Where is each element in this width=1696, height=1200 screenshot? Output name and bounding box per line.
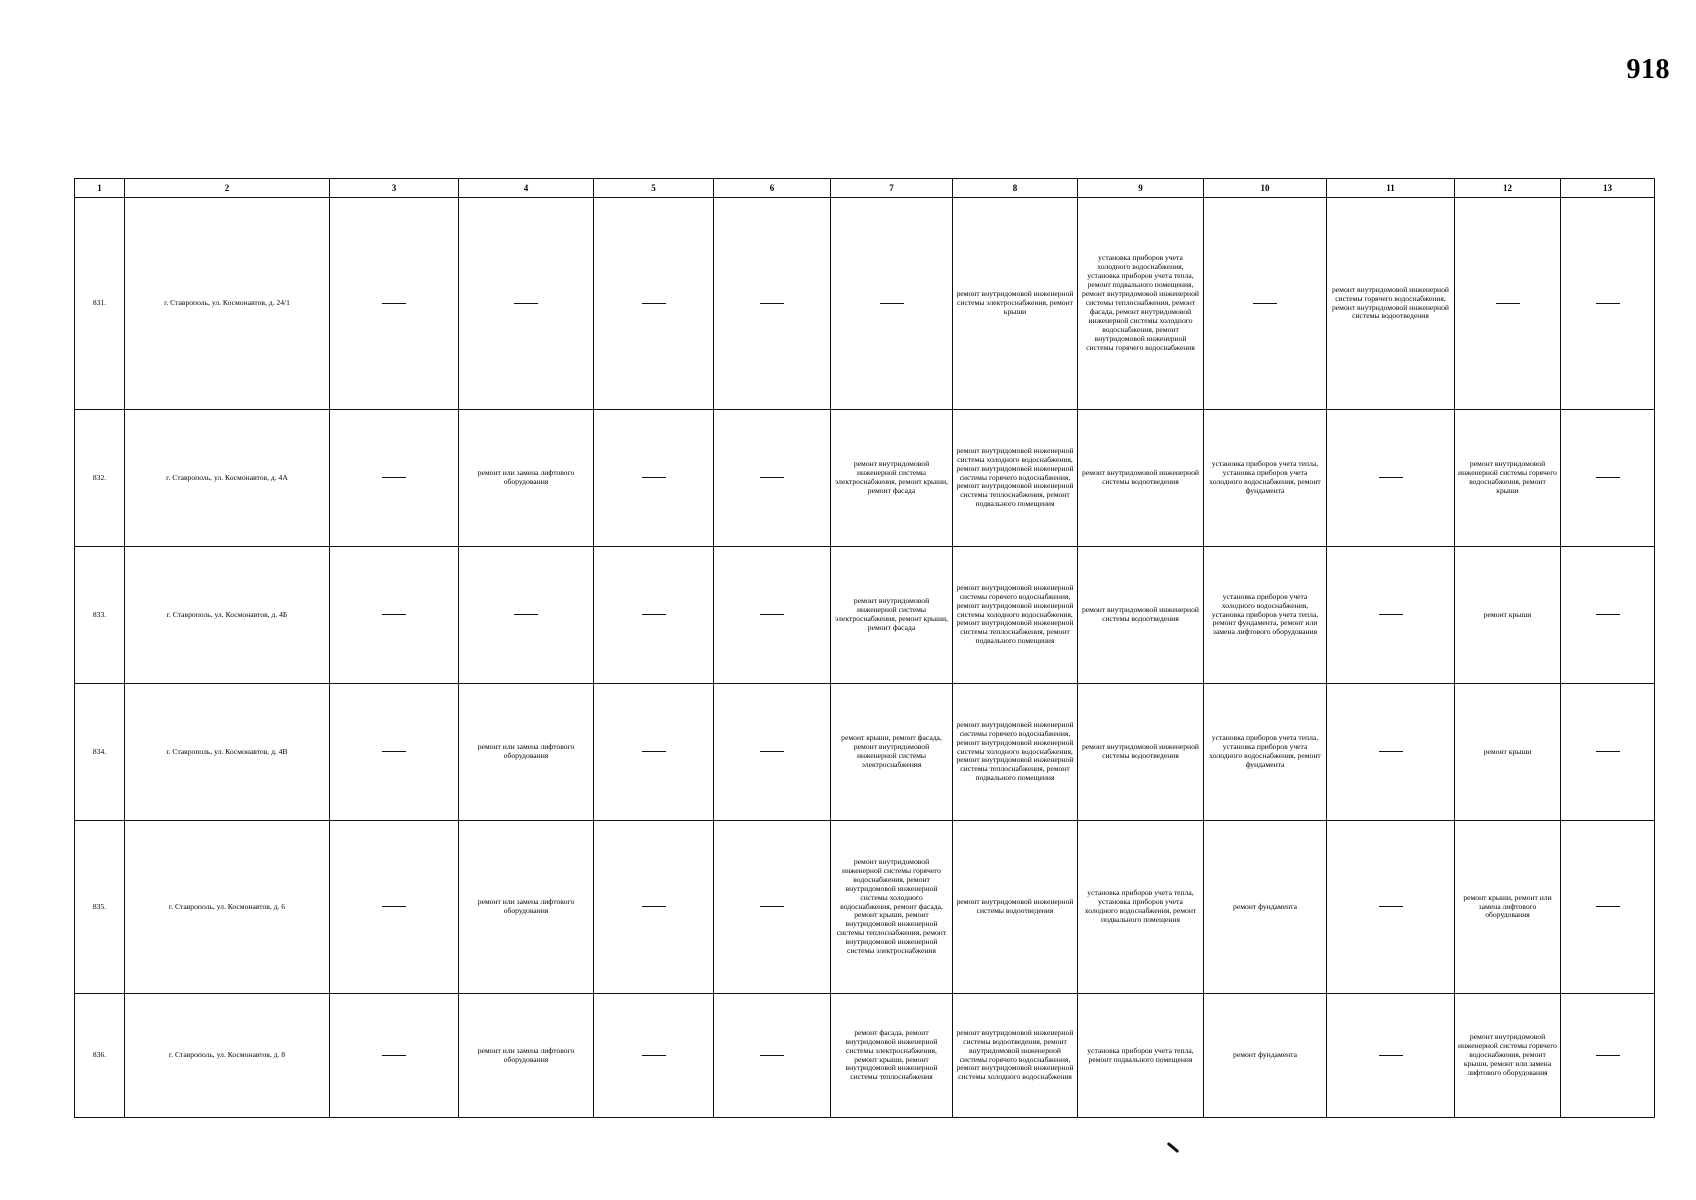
- dash-mark: [760, 477, 784, 478]
- column-header: 2: [125, 179, 330, 198]
- work-cell: ремонт внутридомовой инженерной системы электроснабжения, ремонт крыши, ремонт фасада: [831, 410, 953, 547]
- dash-mark: [642, 906, 666, 907]
- dash-mark: [1379, 1055, 1403, 1056]
- address-cell: г. Ставрополь, ул. Космонавтов, д. 4А: [125, 410, 330, 547]
- work-cell: ремонт или замена лифтового оборудования: [459, 994, 594, 1118]
- work-cell: установка приборов учета холодного водоснабжения, установка приборов учета тепла, ремонт фундамента, ремонт или замена лифтового оборудования: [1204, 547, 1327, 684]
- empty-cell: [1561, 821, 1655, 994]
- empty-cell: [714, 684, 831, 821]
- empty-cell: [330, 198, 459, 410]
- table-row: [75, 684, 1655, 821]
- empty-cell: [714, 994, 831, 1118]
- dash-mark: [382, 303, 406, 304]
- work-cell: ремонт внутридомовой инженерной системы электроснабжения, ремонт крыши: [953, 198, 1078, 410]
- dash-mark: [514, 303, 538, 304]
- column-header: 8: [953, 179, 1078, 198]
- table-row: [75, 410, 1655, 547]
- work-cell: ремонт крыши, ремонт или замена лифтового оборудования: [1455, 821, 1561, 994]
- column-header: 6: [714, 179, 831, 198]
- empty-cell: [1561, 994, 1655, 1118]
- work-cell: ремонт внутридомовой инженерной системы электроснабжения, ремонт крыши, ремонт фасада: [831, 547, 953, 684]
- page-number: 918: [1626, 54, 1670, 85]
- row-number: 831.: [75, 198, 125, 410]
- work-cell: установка приборов учета тепла, установка приборов учета холодного водоснабжения, ремонт фундамента: [1204, 410, 1327, 547]
- empty-cell: [594, 994, 714, 1118]
- address-cell: г. Ставрополь, ул. Космонавтов, д. 4Б: [125, 547, 330, 684]
- address-cell: г. Ставрополь, ул. Космонавтов, д. 4В: [125, 684, 330, 821]
- repair-schedule-table: [74, 178, 1655, 1118]
- dash-mark: [760, 906, 784, 907]
- row-number: 836.: [75, 994, 125, 1118]
- work-cell: ремонт крыши: [1455, 684, 1561, 821]
- column-header: 4: [459, 179, 594, 198]
- empty-cell: [459, 547, 594, 684]
- work-cell: ремонт внутридомовой инженерной системы водоотведения, ремонт внутридомовой инженерной системы горячего водоснабжения, ремонт внутридомовой инженерной системы холодного водоснабжения: [953, 994, 1078, 1118]
- dash-mark: [1379, 751, 1403, 752]
- row-number: 832.: [75, 410, 125, 547]
- work-cell: ремонт внутридомовой инженерной системы горячего водоснабжения, ремонт внутридомовой инженерной системы холодного водоснабжения, ремонт внутридомовой инженерной системы теплоснабжения, ремонт подвального помещения: [953, 684, 1078, 821]
- empty-cell: [594, 198, 714, 410]
- work-cell: ремонт внутридомовой инженерной системы холодного водоснабжения, ремонт внутридомовой инженерной системы горячего водоснабжения, ремонт внутридомовой инженерной системы теплоснабжения, ремонт подвального помещения: [953, 410, 1078, 547]
- dash-mark: [382, 1055, 406, 1056]
- empty-cell: [714, 410, 831, 547]
- table-body: [75, 198, 1655, 1118]
- work-cell: ремонт внутридомовой инженерной системы горячего водоснабжения, ремонт внутридомовой инженерной системы холодного водоснабжения, ремонт внутридомовой инженерной системы теплоснабжения, ремонт подвального помещения: [953, 547, 1078, 684]
- dash-mark: [382, 614, 406, 615]
- column-header: 1: [75, 179, 125, 198]
- empty-cell: [594, 821, 714, 994]
- address-cell: г. Ставрополь, ул. Космонавтов, д. 8: [125, 994, 330, 1118]
- empty-cell: [1204, 198, 1327, 410]
- dash-mark: [880, 303, 904, 304]
- work-cell: ремонт внутридомовой инженерной системы водоотведения: [953, 821, 1078, 994]
- work-cell: ремонт внутридомовой инженерной системы водоотведения: [1078, 547, 1204, 684]
- row-number: 835.: [75, 821, 125, 994]
- work-cell: ремонт внутридомовой инженерной системы горячего водоснабжения, ремонт внутридомовой инженерной системы водоотведения: [1327, 198, 1455, 410]
- dash-mark: [1379, 477, 1403, 478]
- work-cell: ремонт крыши, ремонт фасада, ремонт внутридомовой инженерной системы электроснабжения: [831, 684, 953, 821]
- column-header: 11: [1327, 179, 1455, 198]
- empty-cell: [714, 821, 831, 994]
- dash-mark: [382, 477, 406, 478]
- dash-mark: [642, 1055, 666, 1056]
- scan-mark: [1167, 1142, 1180, 1153]
- row-number: 834.: [75, 684, 125, 821]
- dash-mark: [642, 477, 666, 478]
- empty-cell: [1327, 410, 1455, 547]
- work-cell: ремонт крыши: [1455, 547, 1561, 684]
- work-cell: ремонт или замена лифтового оборудования: [459, 410, 594, 547]
- work-cell: установка приборов учета тепла, установка приборов учета холодного водоснабжения, ремонт подвального помещения: [1078, 821, 1204, 994]
- empty-cell: [330, 821, 459, 994]
- work-cell: ремонт или замена лифтового оборудования: [459, 684, 594, 821]
- dash-mark: [1596, 477, 1620, 478]
- column-number-row: [75, 179, 1655, 198]
- dash-mark: [760, 1055, 784, 1056]
- table-row: [75, 994, 1655, 1118]
- table-row: [75, 821, 1655, 994]
- work-cell: установка приборов учета тепла, ремонт подвального помещения: [1078, 994, 1204, 1118]
- work-cell: ремонт внутридомовой инженерной системы горячего водоснабжения, ремонт крыши, ремонт или замена лифтового оборудования: [1455, 994, 1561, 1118]
- empty-cell: [1327, 684, 1455, 821]
- work-cell: ремонт внутридомовой инженерной системы горячего водоснабжения, ремонт внутридомовой инженерной системы холодного водоснабжения, ремонт фасада, ремонт крыши, ремонт внутридомовой инженерной системы теплоснабжения, ремонт внутридомовой инженерной системы электроснабжения: [831, 821, 953, 994]
- empty-cell: [1327, 994, 1455, 1118]
- address-cell: г. Ставрополь, ул. Космонавтов, д. 6: [125, 821, 330, 994]
- dash-mark: [1379, 614, 1403, 615]
- column-header: 10: [1204, 179, 1327, 198]
- work-cell: ремонт или замена лифтового оборудования: [459, 821, 594, 994]
- empty-cell: [714, 198, 831, 410]
- dash-mark: [642, 751, 666, 752]
- work-cell: ремонт фундамента: [1204, 994, 1327, 1118]
- dash-mark: [382, 906, 406, 907]
- empty-cell: [594, 547, 714, 684]
- dash-mark: [760, 751, 784, 752]
- address-cell: г. Ставрополь, ул. Космонавтов, д. 24/1: [125, 198, 330, 410]
- dash-mark: [1596, 751, 1620, 752]
- empty-cell: [594, 410, 714, 547]
- column-header: 12: [1455, 179, 1561, 198]
- dash-mark: [1596, 614, 1620, 615]
- empty-cell: [330, 994, 459, 1118]
- column-header: 5: [594, 179, 714, 198]
- work-cell: ремонт внутридомовой инженерной системы горячего водоснабжения, ремонт крыши: [1455, 410, 1561, 547]
- work-cell: установка приборов учета тепла, установка приборов учета холодного водоснабжения, ремонт фундамента: [1204, 684, 1327, 821]
- dash-mark: [1379, 906, 1403, 907]
- dash-mark: [760, 614, 784, 615]
- dash-mark: [514, 614, 538, 615]
- empty-cell: [330, 684, 459, 821]
- dash-mark: [1596, 1055, 1620, 1056]
- column-header: 7: [831, 179, 953, 198]
- empty-cell: [714, 547, 831, 684]
- dash-mark: [1253, 303, 1277, 304]
- column-header: 9: [1078, 179, 1204, 198]
- dash-mark: [642, 614, 666, 615]
- empty-cell: [1327, 821, 1455, 994]
- empty-cell: [1561, 410, 1655, 547]
- empty-cell: [1327, 547, 1455, 684]
- column-header: 13: [1561, 179, 1655, 198]
- dash-mark: [382, 751, 406, 752]
- dash-mark: [1596, 303, 1620, 304]
- work-cell: установка приборов учета холодного водоснабжения, установка приборов учета тепла, ремонт подвального помещения, ремонт внутридомовой инженерной системы теплоснабжения, ремонт фасада, ремонт внутридомовой инженерной системы холодного водоснабжения, ремонт внутридомовой инженерной системы горячего водоснабжения: [1078, 198, 1204, 410]
- dash-mark: [760, 303, 784, 304]
- empty-cell: [1561, 198, 1655, 410]
- table-row: [75, 547, 1655, 684]
- empty-cell: [594, 684, 714, 821]
- dash-mark: [1496, 303, 1520, 304]
- empty-cell: [1455, 198, 1561, 410]
- empty-cell: [1561, 684, 1655, 821]
- work-cell: ремонт внутридомовой инженерной системы водоотведения: [1078, 410, 1204, 547]
- empty-cell: [330, 547, 459, 684]
- empty-cell: [330, 410, 459, 547]
- work-cell: ремонт внутридомовой инженерной системы водоотведения: [1078, 684, 1204, 821]
- work-cell: ремонт фасада, ремонт внутридомовой инженерной системы электроснабжения, ремонт крыши, ремонт внутридомовой инженерной системы теплоснабжения: [831, 994, 953, 1118]
- row-number: 833.: [75, 547, 125, 684]
- dash-mark: [642, 303, 666, 304]
- table-row: [75, 198, 1655, 410]
- empty-cell: [1561, 547, 1655, 684]
- work-cell: ремонт фундамента: [1204, 821, 1327, 994]
- column-header: 3: [330, 179, 459, 198]
- empty-cell: [459, 198, 594, 410]
- empty-cell: [831, 198, 953, 410]
- dash-mark: [1596, 906, 1620, 907]
